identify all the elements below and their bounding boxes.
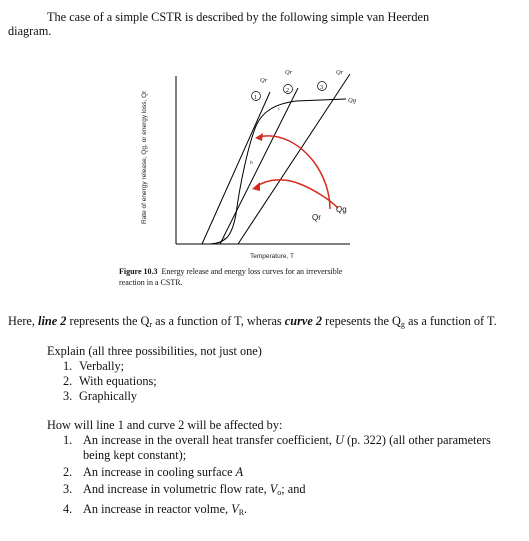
item-var-sub: o: [277, 488, 282, 497]
list-item: [63, 433, 503, 463]
list-item: [63, 465, 503, 480]
item-text: An increase in reactor volme,: [83, 502, 232, 516]
qr-line-2: [220, 88, 298, 244]
diagram-xlabel: Temperature, T: [250, 253, 294, 260]
item-number: 1.: [63, 433, 73, 447]
intro-line-1: The case of a simple CSTR is described by the following simple van Heerden: [47, 10, 430, 24]
caption-label: Figure 10.3: [119, 267, 158, 276]
item-text: And increase in volumetric flow rate,: [83, 482, 270, 496]
figure-caption: [119, 266, 359, 288]
item-text: Verbally;: [79, 359, 125, 373]
circle-3-number: 3: [320, 85, 323, 91]
red-qr-label: Qr: [312, 213, 321, 222]
item-text-end: ; and: [281, 482, 306, 496]
point-c: c: [278, 106, 281, 112]
red-qg-label: Qg: [336, 205, 347, 214]
qr-line-1: [202, 92, 270, 244]
list-item: [63, 374, 157, 389]
item-var: V: [231, 502, 239, 516]
item-number: 4.: [63, 502, 73, 516]
item-number: 2.: [63, 465, 73, 479]
list-item: [63, 359, 157, 374]
para-text-3: represents the Q: [66, 314, 150, 328]
para-curve2: curve 2: [284, 314, 323, 328]
list-item: [63, 502, 503, 520]
para-text-4: as a function of T, wheras: [152, 314, 285, 328]
para-sub-g: g: [400, 320, 405, 329]
red-arrow-upper: [255, 133, 263, 141]
item-number: 3.: [63, 389, 73, 403]
item-text: An increase in the overall heat transfer coefficient,: [83, 433, 336, 447]
qr-label-1: Qr: [260, 77, 268, 84]
red-arrow-lower: [252, 182, 260, 191]
item-text-end: .: [244, 502, 248, 516]
explain-list: [63, 359, 157, 404]
item-var: A: [235, 465, 244, 479]
item-var: V: [269, 482, 278, 496]
item-text: Graphically: [79, 389, 138, 403]
qg-label: Qg: [348, 97, 356, 104]
point-b: b: [250, 160, 253, 166]
intro-line-2: diagram.: [8, 24, 52, 38]
qr-label-3: Qr: [336, 69, 344, 76]
item-number: 2.: [63, 374, 73, 388]
explain-title: Explain (all three possibilities, not just one): [47, 344, 262, 358]
para-sub-r: r: [149, 320, 153, 329]
van-heerden-diagram: [110, 54, 370, 284]
qr-label-2: Qr: [285, 69, 293, 76]
diagram-ylabel: Rate of energy release, Qg, or energy loss, Qr: [141, 90, 148, 224]
para-text-6: repesents the Q: [322, 314, 401, 328]
circle-1-number: 1: [254, 95, 257, 101]
item-number: 3.: [63, 482, 73, 496]
point-a: a: [222, 236, 225, 242]
item-number: 1.: [63, 359, 73, 373]
item-var: U: [335, 433, 344, 447]
item-var-sub: R: [238, 508, 245, 517]
list-item: [63, 482, 503, 500]
item-text-end: (p. 322) (all other parameters being kept constant);: [83, 433, 491, 462]
para-line2: line 2: [38, 314, 67, 328]
how-list: [63, 433, 503, 522]
description-paragraph: [8, 314, 508, 332]
para-text-1: Here,: [8, 314, 39, 328]
item-text: With equations;: [79, 374, 157, 388]
item-text: An increase in cooling surface: [83, 465, 236, 479]
para-text-7: as a function of T.: [404, 314, 497, 328]
list-item: [63, 389, 157, 404]
caption-text: Energy release and energy loss curves for an irreversible reaction in a CSTR.: [119, 267, 343, 287]
circle-2-number: 2: [286, 88, 289, 94]
how-title: How will line 1 and curve 2 will be affected by:: [47, 418, 283, 432]
